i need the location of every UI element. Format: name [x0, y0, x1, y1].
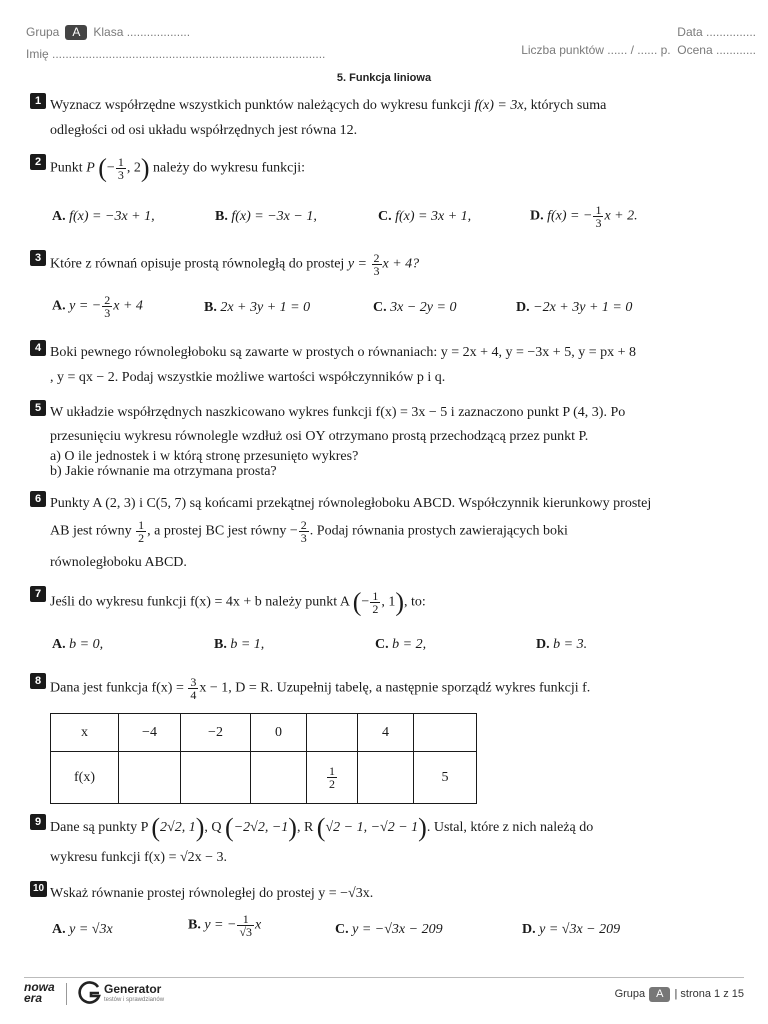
table-cell: f(x) — [51, 752, 119, 804]
table-cell[interactable] — [358, 752, 414, 804]
question-number: 2 — [30, 154, 46, 170]
points-field: Liczba punktów ...... / ...... p. — [521, 43, 671, 57]
value-table — [50, 713, 477, 804]
class-field: Klasa ................... — [93, 25, 191, 39]
nowa-era-logo: nowa era — [24, 980, 55, 1005]
question-text: Dane są punkty P (2√2, 1), Q (−2√2, −1), R (√2 − 1, −√2 − 1). Ustal, które z nich należą do — [50, 813, 594, 842]
table-cell: −4 — [119, 714, 181, 752]
table-cell: 5 — [414, 752, 477, 804]
table-cell: 4 — [358, 714, 414, 752]
page-title: 5. Funkcja liniowa — [336, 72, 432, 84]
question-text: równoległoboku ABCD. — [50, 555, 187, 570]
answer-d[interactable]: D. y = √3x − 209 — [522, 922, 621, 937]
generator-logo-subtitle: testów i sprawdzianów — [104, 997, 165, 1003]
answer-b[interactable]: B. f(x) = −3x − 1, — [215, 209, 317, 224]
table-cell: 0 — [251, 714, 307, 752]
date-field: Data ............... — [677, 25, 756, 39]
question-text: W układzie współrzędnych naszkicowano wykres funkcji f(x) = 3x − 5 i zaznaczono punkt P (4, 3). Po — [50, 405, 626, 420]
table-cell[interactable] — [119, 752, 181, 804]
answer-c[interactable]: C. 3x − 2y = 0 — [373, 300, 457, 315]
question-number: 1 — [30, 93, 46, 109]
table-cell[interactable] — [251, 752, 307, 804]
question-number: 9 — [30, 814, 46, 830]
table-cell[interactable] — [181, 752, 251, 804]
question-text: Wskaż równanie prostej równoległej do prostej y = −√3x. — [50, 886, 374, 901]
page-number: | strona 1 z 15 — [674, 988, 744, 1000]
footer-divider — [24, 977, 744, 978]
answer-d[interactable]: D. b = 3. — [536, 637, 588, 652]
question-text: AB jest równy $\frac{1}{2}$ , a prostej BC jest równy − $\frac{2}{3}$ . Podaj równania prostych zawierających boki — [50, 518, 568, 545]
header-group-class — [26, 25, 190, 40]
answer-a[interactable]: A. y = − $\frac{2}{3}$ x + 4 — [52, 293, 143, 320]
logo-divider — [66, 983, 67, 1005]
question-number: 8 — [30, 673, 46, 689]
footer-group-badge: A — [649, 987, 670, 1002]
question-text: b) Jakie równanie ma otrzymana prosta? — [50, 464, 277, 479]
answer-c[interactable]: C. f(x) = 3x + 1, — [378, 209, 472, 224]
question-text: przesunięciu wykresu równolegle wzdłuż osi OY otrzymano prostą przechodzącą przez punkt P. — [50, 429, 589, 444]
table-cell: −2 — [181, 714, 251, 752]
footer-group-label: Grupa — [614, 988, 646, 1000]
question-number: 4 — [30, 340, 46, 356]
table-cell: $\frac{1}{2}$ — [307, 752, 358, 804]
question-text: Jeśli do wykresu funkcji f(x) = 4x + b należy punkt A (− $\frac{1}{2}$ , 1), to: — [50, 587, 426, 617]
question-number: 3 — [30, 250, 46, 266]
question-text: Które z równań opisuje prostą równoległą do prostej y = $\frac{2}{3}$ x + 4? — [50, 251, 420, 278]
answer-b[interactable]: B. b = 1, — [214, 637, 265, 652]
table-cell[interactable] — [414, 714, 477, 752]
question-number: 5 — [30, 400, 46, 416]
score-row — [521, 43, 756, 57]
question-text: Dana jest funkcja f(x) = $\frac{3}{4}$ x − 1, D = R. Uzupełnij tabelę, a następnie sporządź wykres funkcji f. — [50, 675, 591, 702]
question-number: 10 — [30, 881, 47, 897]
answer-d[interactable]: D. −2x + 3y + 1 = 0 — [516, 300, 633, 315]
answer-c[interactable]: C. y = −√3x − 209 — [335, 922, 443, 937]
grade-field: Ocena ............ — [677, 43, 756, 57]
question-number: 6 — [30, 491, 46, 507]
question-text: , y = qx − 2. Podaj wszystkie możliwe wartości współczynników p i q. — [50, 370, 446, 385]
generator-logo-text: Generator — [104, 982, 162, 996]
page-info — [615, 987, 744, 1002]
question-text: Punkt P (− $\frac{1}{3}$ , 2) należy do wykresu funkcji: — [50, 153, 306, 183]
question-text: Boki pewnego równoległoboku są zawarte w prostych o równaniach: y = 2x + 4, y = −3x + 5, y = px + 8 — [50, 345, 636, 360]
answer-b[interactable]: B. 2x + 3y + 1 = 0 — [204, 300, 311, 315]
question-number: 7 — [30, 586, 46, 602]
answer-a[interactable]: A. f(x) = −3x + 1, — [52, 209, 155, 224]
table-cell: x — [51, 714, 119, 752]
question-text: odległości od osi układu współrzędnych jest równa 12. — [50, 123, 358, 138]
group-badge: A — [65, 25, 87, 40]
question-text: a) O ile jednostek i w którą stronę przesunięto wykres? — [50, 449, 359, 464]
answer-c[interactable]: C. b = 2, — [375, 637, 427, 652]
group-label: Grupa — [26, 25, 60, 39]
question-text: wykresu funkcji f(x) = √2x − 3. — [50, 850, 228, 865]
question-text: Wyznacz współrzędne wszystkich punktów należących do wykresu funkcji f(x) = 3x, których suma — [50, 98, 607, 113]
answer-d[interactable]: D. f(x) = − $\frac{1}{3}$ x + 2. — [530, 203, 638, 230]
generator-logo-icon — [78, 981, 102, 1005]
question-text: Punkty A (2, 3) i C(5, 7) są końcami przekątnej równoległoboku ABCD. Współczynnik kierunkowy prostej — [50, 496, 652, 511]
answer-b[interactable]: B. y = − $\frac{1}{√3}$ x — [188, 912, 262, 939]
name-field: Imię .................................................................................. — [26, 47, 326, 61]
table-cell[interactable] — [307, 714, 358, 752]
answer-a[interactable]: A. y = √3x — [52, 922, 113, 937]
answer-a[interactable]: A. b = 0, — [52, 637, 104, 652]
